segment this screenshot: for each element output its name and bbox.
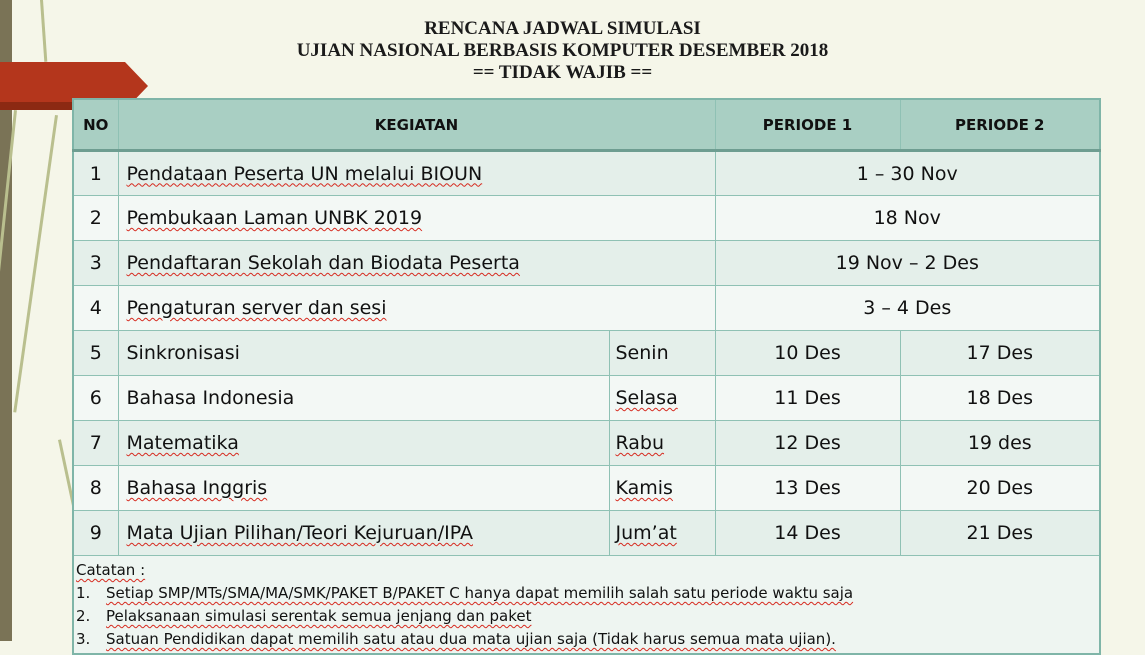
table-row bbox=[73, 331, 1100, 376]
note-item bbox=[76, 582, 1097, 605]
row-kegiatan-text: Bahasa Indonesia bbox=[126, 387, 295, 409]
table-row bbox=[73, 286, 1100, 331]
row-hari-text: Rabu bbox=[615, 432, 665, 454]
row-kegiatan bbox=[118, 376, 609, 421]
row-kegiatan-text: Matematika bbox=[126, 432, 239, 454]
row-periode-1: 12 Des bbox=[715, 421, 900, 466]
notes-cell bbox=[73, 556, 1100, 655]
row-periode-1: 14 Des bbox=[715, 511, 900, 556]
row-no: 7 bbox=[73, 421, 118, 466]
schedule-table bbox=[72, 98, 1101, 655]
row-periode-2: 17 Des bbox=[900, 331, 1100, 376]
row-kegiatan bbox=[118, 421, 609, 466]
row-no: 9 bbox=[73, 511, 118, 556]
note-number: 3. bbox=[76, 630, 91, 648]
row-kegiatan bbox=[118, 196, 715, 241]
row-hari-text: Senin bbox=[615, 342, 669, 364]
table-header-row bbox=[73, 99, 1100, 151]
note-text: Satuan Pendidikan dapat memilih satu atau dua mata ujian saja (Tidak harus semua mata ujian). bbox=[106, 630, 836, 648]
row-hari-text: Selasa bbox=[615, 387, 678, 409]
row-kegiatan bbox=[118, 331, 609, 376]
row-no: 4 bbox=[73, 286, 118, 331]
decor-stem bbox=[40, 0, 47, 62]
page-title bbox=[240, 18, 885, 84]
row-periode-1: 11 Des bbox=[715, 376, 900, 421]
row-kegiatan-text: Pendaftaran Sekolah dan Biodata Peserta bbox=[126, 252, 520, 274]
row-periode-2: 21 Des bbox=[900, 511, 1100, 556]
table-row bbox=[73, 511, 1100, 556]
row-kegiatan bbox=[118, 241, 715, 286]
row-hari-text: Jum’at bbox=[615, 522, 677, 544]
note-number: 2. bbox=[76, 607, 91, 625]
title-line-2: UJIAN NASIONAL BERBASIS KOMPUTER DESEMBER 2018 bbox=[296, 40, 829, 61]
row-kegiatan-text: Sinkronisasi bbox=[126, 342, 240, 364]
row-no: 1 bbox=[73, 151, 118, 196]
table-row bbox=[73, 421, 1100, 466]
row-periode: 3 – 4 Des bbox=[715, 286, 1100, 331]
notes-heading-text: Catatan : bbox=[76, 561, 146, 579]
row-periode-2: 18 Des bbox=[900, 376, 1100, 421]
decor-stem bbox=[13, 115, 58, 412]
row-kegiatan-text: Pendataan Peserta UN melalui BIOUN bbox=[126, 162, 483, 185]
note-item bbox=[76, 605, 1097, 628]
row-periode: 18 Nov bbox=[715, 196, 1100, 241]
table-row bbox=[73, 376, 1100, 421]
header-no: NO bbox=[73, 99, 118, 151]
row-no: 3 bbox=[73, 241, 118, 286]
row-periode-1: 10 Des bbox=[715, 331, 900, 376]
row-periode-1: 13 Des bbox=[715, 466, 900, 511]
row-kegiatan bbox=[118, 466, 609, 511]
note-text: Setiap SMP/MTs/SMA/MA/SMK/PAKET B/PAKET C hanya dapat memilih salah satu periode waktu saja bbox=[106, 584, 854, 602]
notes-row bbox=[73, 556, 1100, 655]
row-kegiatan-text: Pembukaan Laman UNBK 2019 bbox=[126, 207, 423, 229]
table-row bbox=[73, 151, 1100, 196]
row-hari bbox=[609, 421, 715, 466]
header-periode-2: PERIODE 2 bbox=[900, 99, 1100, 151]
row-kegiatan bbox=[118, 286, 715, 331]
header-periode-1: PERIODE 1 bbox=[715, 99, 900, 151]
table-row bbox=[73, 196, 1100, 241]
note-text: Pelaksanaan simulasi serentak semua jenjang dan paket bbox=[106, 607, 532, 625]
row-kegiatan-text: Bahasa Inggris bbox=[126, 477, 268, 499]
row-kegiatan bbox=[118, 151, 715, 196]
row-hari bbox=[609, 376, 715, 421]
notes-heading bbox=[76, 559, 1097, 582]
row-kegiatan-text: Mata Ujian Pilihan/Teori Kejuruan/IPA bbox=[126, 522, 473, 544]
title-line-3: == TIDAK WAJIB == bbox=[472, 62, 653, 83]
row-no: 6 bbox=[73, 376, 118, 421]
row-no: 2 bbox=[73, 196, 118, 241]
row-kegiatan bbox=[118, 511, 609, 556]
row-hari bbox=[609, 466, 715, 511]
header-kegiatan: KEGIATAN bbox=[118, 99, 715, 151]
row-periode: 1 – 30 Nov bbox=[715, 151, 1100, 196]
row-hari bbox=[609, 511, 715, 556]
row-periode: 19 Nov – 2 Des bbox=[715, 241, 1100, 286]
row-hari bbox=[609, 331, 715, 376]
row-hari-text: Kamis bbox=[615, 477, 673, 499]
row-periode-2: 19 des bbox=[900, 421, 1100, 466]
row-kegiatan-text: Pengaturan server dan sesi bbox=[126, 297, 387, 319]
row-periode-2: 20 Des bbox=[900, 466, 1100, 511]
title-line-1: RENCANA JADWAL SIMULASI bbox=[424, 18, 701, 39]
note-item bbox=[76, 628, 1097, 651]
row-no: 5 bbox=[73, 331, 118, 376]
table-row bbox=[73, 241, 1100, 286]
table-row bbox=[73, 466, 1100, 511]
row-no: 8 bbox=[73, 466, 118, 511]
note-number: 1. bbox=[76, 584, 91, 602]
